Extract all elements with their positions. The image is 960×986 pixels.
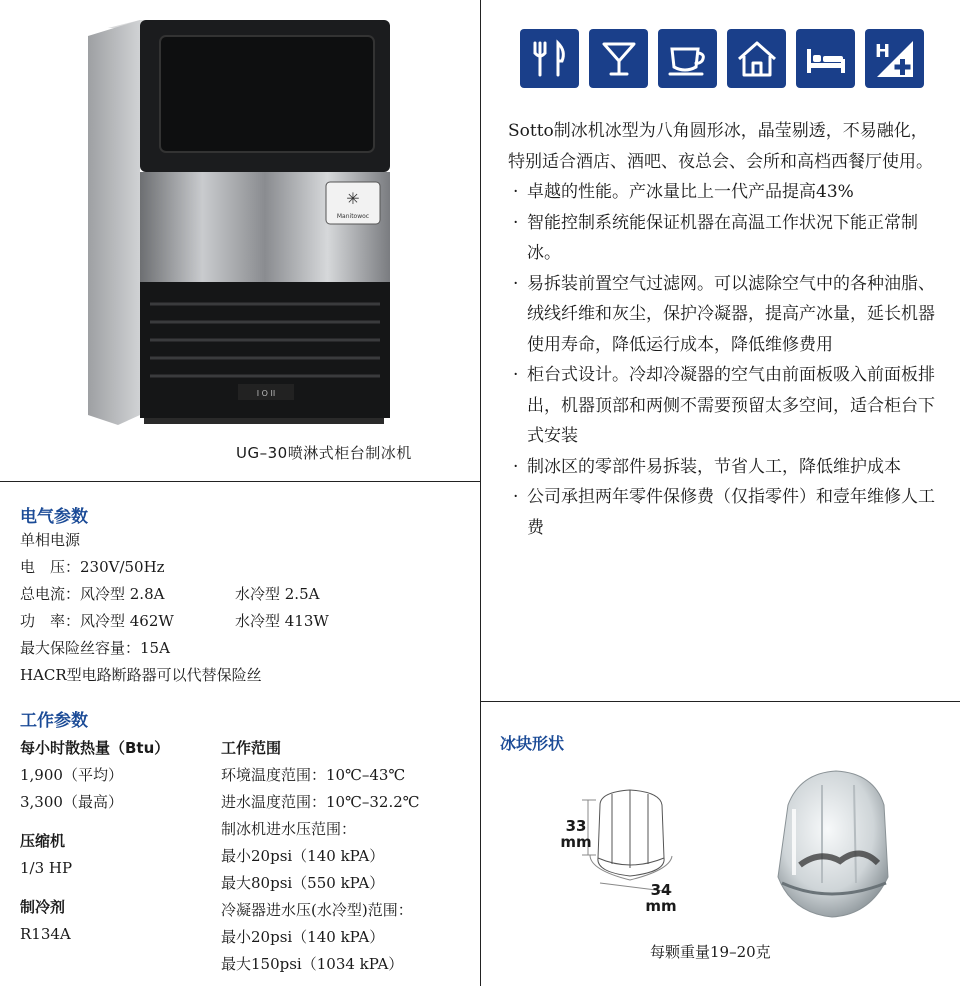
heat-max: 3,300（最高） <box>20 793 123 811</box>
current-water: 水冷型 2.5A <box>235 585 320 603</box>
range-line: 制冰机进水压范围： <box>221 820 357 838</box>
feature-text: 柜台式设计。冷却冷凝器的空气由前面板吸入前面板排出，机器顶部和两侧不需要预留太多空间，适合柜台下式安装 <box>527 365 935 446</box>
hospital-icon <box>865 29 924 88</box>
fuse-line: 最大保险丝容量：15A <box>20 639 170 657</box>
bullet-dot: · <box>513 182 519 202</box>
bullet-dot: · <box>513 212 519 233</box>
spec-line: 电 压：230V/50Hz <box>20 558 165 576</box>
range-title: 工作范围 <box>221 739 282 757</box>
range-line: 最小20psi（140 kPA） <box>221 847 385 865</box>
ice-height-value: 33 <box>565 817 587 835</box>
range-line: 最大80psi（550 kPA） <box>221 874 385 892</box>
intro-text: Sotto制冰机冰型为八角圆形冰，晶莹剔透，不易融化，特别适合酒店、酒吧、夜总会、会所和高档西餐厅使用。 <box>508 121 933 172</box>
current-air: 总电流：风冷型 2.8A <box>20 585 165 603</box>
list-item <box>508 482 938 543</box>
range-line: 环境温度范围：10℃–43℃ <box>221 766 406 784</box>
feature-text: 智能控制系统能保证机器在高温工作状况下能正常制冰。 <box>527 212 918 263</box>
ice-machine-image <box>88 20 400 428</box>
product-description <box>508 116 938 543</box>
ice-width-unit: mm <box>645 897 677 915</box>
vertical-divider <box>480 0 481 986</box>
operating-left-column <box>20 735 215 948</box>
bullet-dot: · <box>513 273 519 294</box>
badge-brand-text: Manitowoc <box>336 213 370 220</box>
feature-text: 公司承担两年零件保修费（仅指零件）和壹年维修人工费 <box>527 487 935 538</box>
right-horizontal-divider <box>480 701 960 702</box>
ice-width-value: 34 <box>650 881 672 899</box>
home-icon <box>727 29 786 88</box>
range-line: 进水温度范围：10℃–32.2℃ <box>221 793 420 811</box>
electrical-title: 电气参数 <box>20 507 88 527</box>
feature-text: 易拆装前置空气过滤网。可以滤除空气中的各种油脂、绒线纤维和灰尘，保护冷凝器，提高产冰量，延长机器使用寿命，降低运行成本，降低维修费用 <box>527 273 935 355</box>
power-air: 功 率：风冷型 462W <box>20 612 174 630</box>
range-line: 最小20psi（140 kPA） <box>221 928 385 946</box>
ice-height-unit: mm <box>560 833 592 851</box>
bullet-dot: · <box>513 487 519 507</box>
power-row <box>20 608 329 635</box>
current-row <box>20 581 329 608</box>
list-item <box>508 269 938 361</box>
spec-line: 单相电源 <box>20 531 81 549</box>
power-water: 水冷型 413W <box>235 612 329 630</box>
list-item <box>508 208 938 269</box>
bed-icon <box>796 29 855 88</box>
heat-avg: 1,900（平均） <box>20 766 123 784</box>
ice-cube-photo <box>770 765 900 925</box>
product-caption: UG–30喷淋式柜台制冰机 <box>236 444 412 462</box>
ice-weight: 每颗重量19–20克 <box>650 943 771 961</box>
hacr-line: HACR型电路断路器可以代替保险丝 <box>20 666 262 684</box>
ice-shape-title: 冰块形状 <box>500 734 565 753</box>
svg-text:✳: ✳ <box>346 189 360 208</box>
range-line: 冷凝器进水压(水冷型)范围： <box>221 901 413 919</box>
range-line: 最大150psi（1034 kPA） <box>221 955 404 973</box>
operating-title: 工作参数 <box>20 711 88 731</box>
power-switch-label: I O II <box>256 389 276 398</box>
list-item <box>508 177 938 208</box>
ice-width-dimension <box>643 882 679 914</box>
operating-right-column <box>221 735 471 978</box>
compressor-value: 1/3 HP <box>20 859 73 877</box>
compressor-title: 压缩机 <box>20 832 66 850</box>
bullet-dot: · <box>513 456 519 477</box>
list-item <box>508 360 938 452</box>
bullet-dot: · <box>513 365 519 385</box>
list-item <box>508 452 938 483</box>
refrigerant-value: R134A <box>20 925 71 943</box>
electrical-params <box>20 527 329 689</box>
utensils-icon <box>520 29 579 88</box>
cocktail-icon <box>589 29 648 88</box>
feature-text: 卓越的性能。产冰量比上一代产品提高43% <box>527 182 854 202</box>
ice-height-dimension <box>560 818 592 850</box>
refrigerant-title: 制冷剂 <box>20 898 66 916</box>
feature-text: 制冰区的零部件易拆装，节省人工，降低维护成本 <box>527 456 901 477</box>
svg-text:H: H <box>874 40 890 62</box>
heat-title: 每小时散热量（Btu） <box>20 739 170 757</box>
coffee-cup-icon <box>658 29 717 88</box>
usage-icons <box>520 29 924 88</box>
feature-list <box>508 177 938 543</box>
left-horizontal-divider <box>0 481 480 482</box>
